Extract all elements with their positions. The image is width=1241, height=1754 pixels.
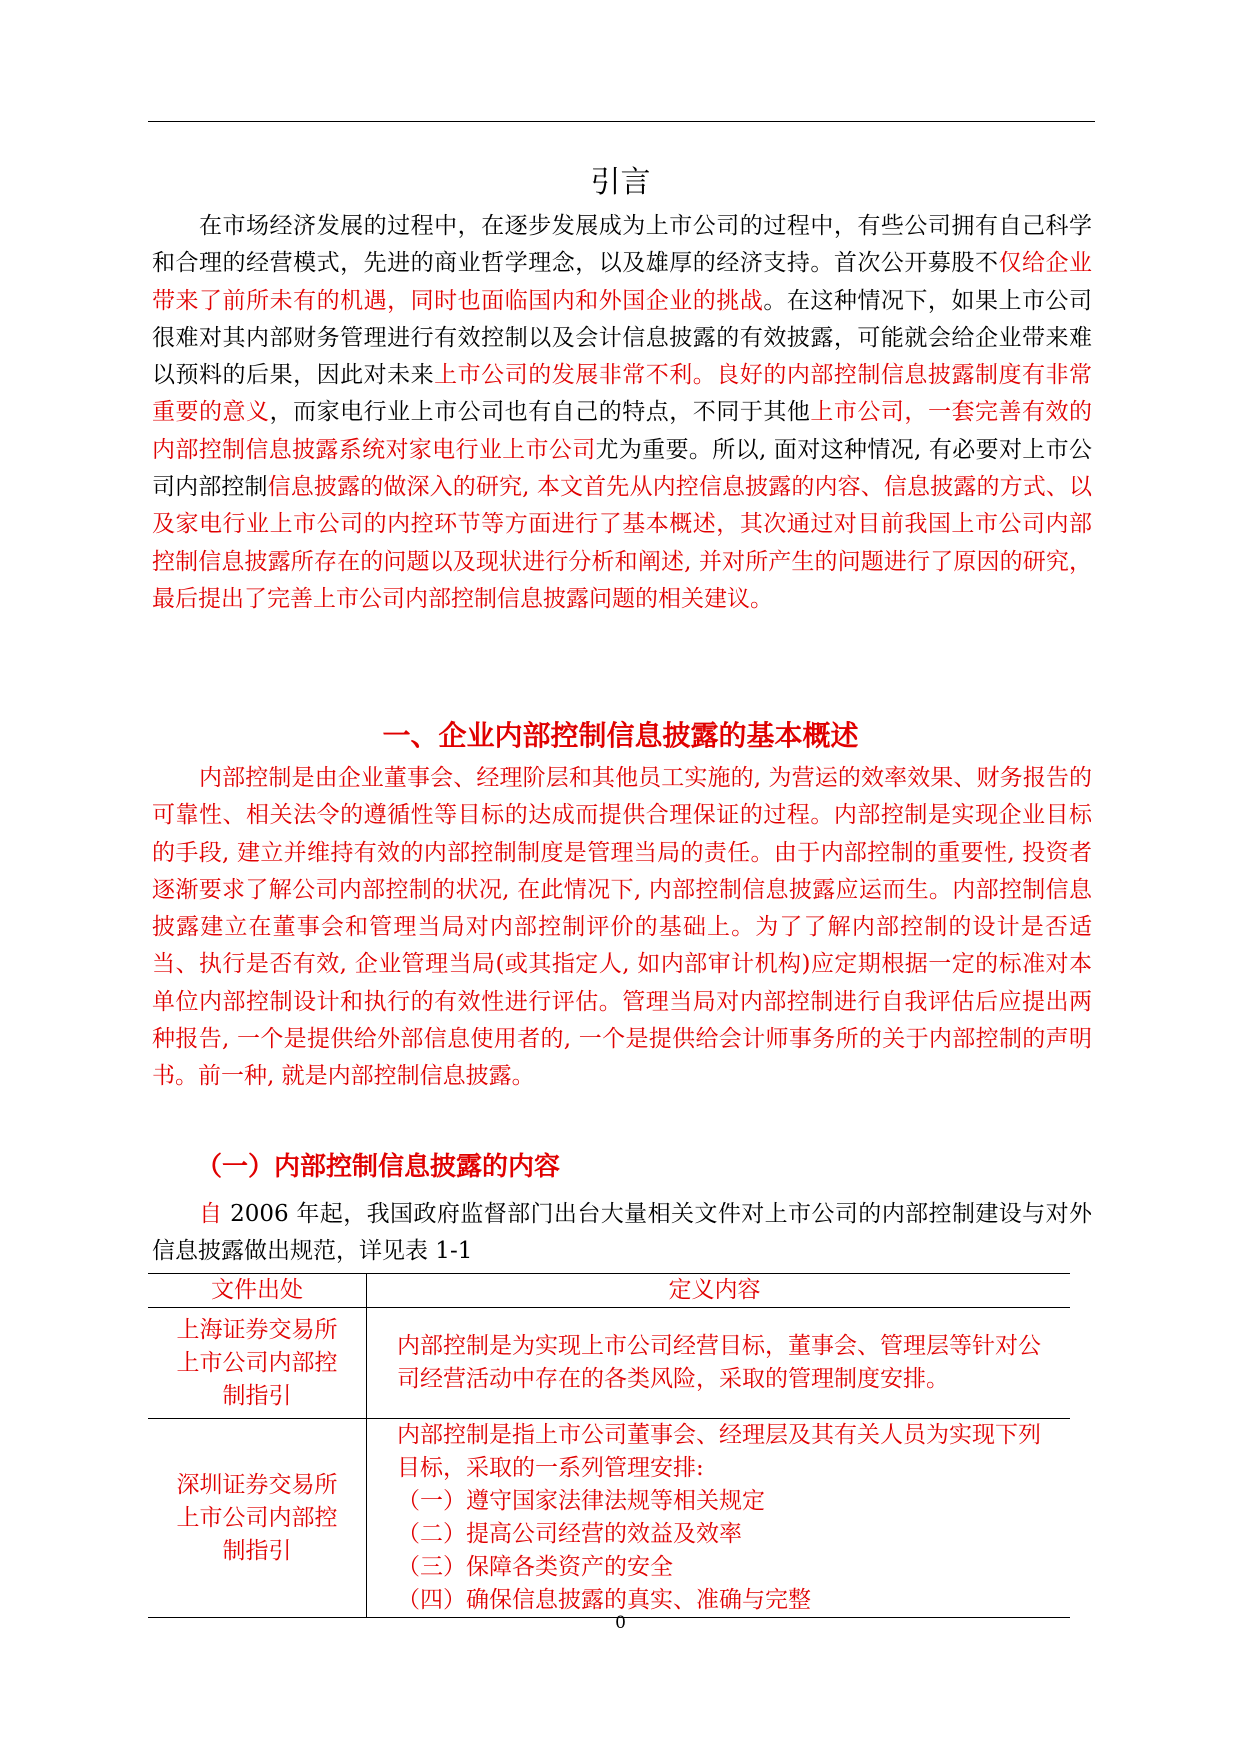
- source-line: 上市公司内部控: [176, 1349, 338, 1376]
- subsection1-text-red: 自: [199, 1201, 223, 1227]
- source-line: 制指引: [222, 1537, 292, 1564]
- section1-paragraph: 内部控制是由企业董事会、经理阶层和其他员工实施的, 为营运的效率效果、财务报告的可靠性、相关法令的遵循性等目标的达成而提供合理保证的过程。内部控制是实现企业目标的手段, 建立并维持有效的内部控制制度是管理当局的责任。由于内部控制的重要性, 投资者逐渐要求了解公司内部控制的状况, 在此情况下, 内部控制信息披露应运而生。内部控制信息披露建立在董事会和管理当局对内部控制评价的基础上。为了了解内部控制的设计是否适当、执行是否有效, 企业管理当局(或其指定人, 如内部审计机构)应定期根据一定的标准对本单位内部控制设计和执行的有效性进行评估。管理当局对内部控制进行自我评估后应提出两种报告, 一个是提供给外部信息使用者的, 一个是提供给会计师事务所的关于内部控制的声明书。前一种, 就是内部控制信息披露。: [152, 765, 1092, 1090]
- intro-text-2: 仅给企业带来了前所未有的机遇，同时也面临国内和外国企业的挑战: [152, 250, 1093, 314]
- intro-text-1: 在市场经济发展的过程中，在逐步发展成为上市公司的过程中，有些公司拥有自己科学和合理的经营模式，先进的商业哲学理念，以及雄厚的经济支持。首次公开募股不: [152, 213, 1092, 277]
- section-heading-1: 一、企业内部控制信息披露的基本概述: [382, 719, 859, 752]
- intro-text-4: 上市公司的发展非常不利。良好的内部控制信息披露制度有非常重要的意义: [152, 362, 1093, 426]
- source-line: 制指引: [222, 1382, 292, 1409]
- subsection1-paragraph: [152, 1196, 1092, 1271]
- source-line: 深圳证券交易所: [176, 1471, 338, 1498]
- header-rule: [148, 121, 1095, 122]
- source-line: 上市公司内部控: [176, 1504, 338, 1531]
- intro-paragraph: [152, 208, 1092, 618]
- table-cell-source: [148, 1419, 367, 1618]
- table-row: [148, 1419, 1070, 1618]
- page-title: 引言: [590, 165, 651, 200]
- intro-text-7: 尤为重要。所以, 面对这种情况, 有必要对上市公司内部控制: [152, 436, 1092, 501]
- subsection-heading-1: （一）内部控制信息披露的内容: [196, 1152, 561, 1182]
- content-line: （二）提高公司经营的效益及效率: [397, 1521, 742, 1547]
- content-line: 内部控制是为实现上市公司经营目标，董事会、管理层等针对公司经营活动中存在的各类风险，采取的管理制度安排。: [397, 1333, 1041, 1392]
- content-line: （三）保障各类资产的安全: [397, 1554, 673, 1580]
- content-line: （一）遵守国家法律法规等相关规定: [397, 1488, 765, 1514]
- table-header-content: 定义内容: [367, 1274, 1071, 1308]
- table-cell-content: [367, 1419, 1071, 1618]
- content-line: （四）确保信息披露的真实、准确与完整: [397, 1587, 811, 1613]
- regulation-table: [148, 1273, 1070, 1618]
- content-line: 内部控制是指上市公司董事会、经理层及其有关人员为实现下列目标，采取的一系列管理安排:: [397, 1422, 1041, 1481]
- subsection1-text: 2006 年起，我国政府监督部门出台大量相关文件对上市公司的内部控制建设与对外信息披露做出规范，详见表 1-1: [152, 1201, 1093, 1265]
- table-header-row: [148, 1274, 1070, 1308]
- table-cell-source: [148, 1308, 367, 1419]
- table-cell-content: [367, 1308, 1071, 1419]
- intro-text-8: 信息披露的做深入的研究, 本文首先从内控信息披露的内容、信息披露的方式、以及家电行业上市公司的内控环节等方面进行了基本概述，其次通过对目前我国上市公司内部控制信息披露所存在的问题以及现状进行分析和阐述, 并对所产生的问题进行了原因的研究，最后提出了完善上市公司内部控制信息披露问题的相关建议。: [152, 474, 1092, 612]
- page-number: 0: [615, 1613, 626, 1633]
- intro-text-5: ，而家电行业上市公司也有自己的特点，不同于其他: [269, 399, 811, 426]
- table-header-source: 文件出处: [148, 1274, 367, 1308]
- intro-text-3: 。在这种情况下，如果上市公司很难对其内部财务管理进行有效控制以及会计信息披露的有效披露，可能就会给企业带来难以预料的后果，因此对未来: [152, 287, 1093, 389]
- table-row: [148, 1308, 1070, 1419]
- intro-text-6: 上市公司，一套完善有效的内部控制信息披露系统对家电行业上市公司: [152, 399, 1093, 463]
- source-line: 上海证券交易所: [176, 1316, 338, 1343]
